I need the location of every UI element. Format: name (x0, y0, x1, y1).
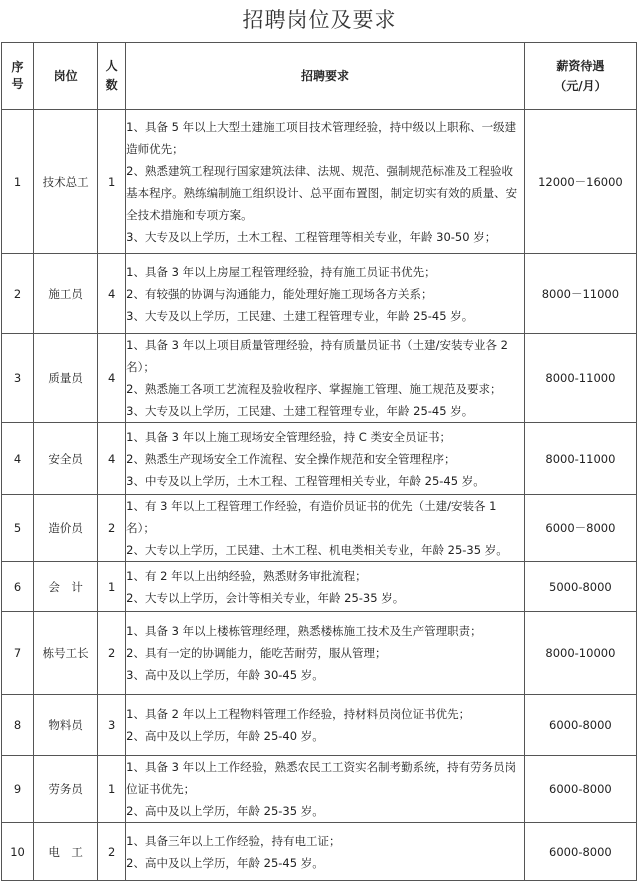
requirement-line: 1、具备 3 年以上楼栋管理经理，熟悉楼栋施工技术及生产管理职责； (126, 624, 482, 638)
row-salary: 6000-8000 (524, 823, 636, 881)
requirement-line: 2、熟悉施工各项工艺流程及验收程序、掌握施工管理、施工规范及要求； (126, 382, 502, 396)
row-salary: 5000-8000 (524, 562, 636, 612)
row-count: 4 (98, 254, 126, 334)
page-title: 招聘岗位及要求 (242, 8, 397, 32)
table-row (2, 562, 637, 612)
header-count-text: 人数 (105, 59, 118, 92)
row-count: 1 (98, 756, 126, 823)
row-requirements (126, 110, 525, 254)
requirement-line: 3、大专及以上学历，工民建、土建工程管理专业，年龄 25-45 岁。 (126, 308, 474, 323)
requirement-line: 3、大专及以上学历，土木工程、工程管理等相关专业，年龄 30-50 岁； (126, 229, 497, 244)
table-row (2, 695, 637, 756)
requirement-line: 2、熟悉生产现场安全工作流程、安全操作规范和安全管理程序； (126, 451, 456, 466)
header-requirements: 招聘要求 (126, 43, 525, 110)
row-salary: 8000-10000 (524, 612, 636, 695)
row-salary: 8000-11000 (524, 423, 636, 495)
table-row (2, 110, 637, 254)
requirement-line: 1、有 2 年以上出纳经验，熟悉财务审批流程； (126, 568, 367, 583)
requirement-line: 3、大专及以上学历，工民建、土建工程管理专业，年龄 25-45 岁。 (126, 404, 474, 418)
row-number: 6 (2, 562, 34, 612)
requirement-line: 1、具备 3 年以上项目质量管理经验，持有质量员证书（土建/安装专业各 2 名）； (126, 338, 508, 374)
table-row (2, 612, 637, 695)
row-salary: 6000-8000 (524, 756, 636, 823)
row-number: 9 (2, 756, 34, 823)
row-position: 劳务员 (34, 756, 98, 823)
header-position: 岗位 (34, 43, 98, 110)
row-salary: 12000－16000 (524, 110, 636, 254)
row-requirements (126, 495, 525, 562)
row-requirements (126, 756, 525, 823)
row-count: 3 (98, 695, 126, 756)
row-position: 栋号工长 (34, 612, 98, 695)
table-row (2, 334, 637, 423)
requirement-line: 2、高中及以上学历，年龄 25-40 岁。 (126, 729, 324, 743)
row-number: 4 (2, 423, 34, 495)
row-salary: 8000－11000 (524, 254, 636, 334)
row-number: 3 (2, 334, 34, 423)
row-position: 造价员 (34, 495, 98, 562)
header-no-text: 序号 (11, 60, 24, 91)
table-row (2, 254, 637, 334)
header-salary-line2: （元/月） (554, 79, 607, 93)
requirement-line: 1、具备 3 年以上房屋工程管理经验，持有施工员证书优先； (126, 264, 436, 279)
row-number: 10 (2, 823, 34, 881)
header-count (98, 43, 126, 110)
requirement-line: 2、熟悉建筑工程现行国家建筑法律、法规、规范、强制规范标准及工程验收基本程序。熟练编制施工组织设计、总平面布置图，制定切实有效的质量、安全技术措施和专项方案。 (126, 163, 518, 222)
requirement-line: 1、有 3 年以上工程管理工作经验，有造价员证书的优先（土建/安装各 1 名）； (126, 499, 497, 535)
header-salary (524, 43, 636, 110)
requirement-line: 2、大专以上学历，会计等相关专业，年龄 25-35 岁。 (126, 590, 405, 605)
row-requirements (126, 612, 525, 695)
row-number: 2 (2, 254, 34, 334)
row-requirements (126, 334, 525, 423)
row-count: 4 (98, 334, 126, 423)
header-salary-line1: 薪资待遇 (556, 59, 605, 73)
requirement-line: 3、中专及以上学历，土木工程、工程管理相关专业，年龄 25-45 岁。 (126, 473, 485, 488)
table-row (2, 423, 637, 495)
row-number: 7 (2, 612, 34, 695)
row-requirements (126, 254, 525, 334)
row-count: 2 (98, 612, 126, 695)
requirement-line: 1、具备 5 年以上大型土建施工项目技术管理经验，持中级以上职称、一级建造师优先； (126, 119, 517, 156)
requirement-line: 2、高中及以上学历，年龄 25-45 岁。 (126, 855, 324, 870)
row-number: 5 (2, 495, 34, 562)
row-count: 1 (98, 110, 126, 254)
row-requirements (126, 695, 525, 756)
requirement-line: 1、具备 2 年以上工程物料管理工作经验，持材料员岗位证书优先； (126, 707, 471, 721)
row-requirements (126, 823, 525, 881)
row-salary: 6000－8000 (524, 495, 636, 562)
recruitment-table (1, 42, 637, 881)
row-count: 1 (98, 562, 126, 612)
row-position: 施工员 (34, 254, 98, 334)
row-number: 1 (2, 110, 34, 254)
requirement-line: 1、具备 3 年以上工作经验，熟悉农民工工资实名制考勤系统，持有劳务员岗位证书优先； (126, 760, 517, 796)
row-position: 质量员 (34, 334, 98, 423)
row-count: 4 (98, 423, 126, 495)
row-position: 物料员 (34, 695, 98, 756)
header-no (2, 43, 34, 110)
row-requirements (126, 423, 525, 495)
row-salary: 6000-8000 (524, 695, 636, 756)
row-requirements (126, 562, 525, 612)
row-count: 2 (98, 823, 126, 881)
row-number: 8 (2, 695, 34, 756)
requirement-line: 2、有较强的协调与沟通能力，能处理好施工现场各方关系； (126, 286, 433, 301)
requirement-line: 3、高中及以上学历，年龄 30-45 岁。 (126, 668, 324, 682)
row-position: 技术总工 (34, 110, 98, 254)
row-position: 安全员 (34, 423, 98, 495)
row-count: 2 (98, 495, 126, 562)
row-position: 会 计 (34, 562, 98, 612)
requirement-line: 2、高中及以上学历，年龄 25-35 岁。 (126, 804, 324, 818)
requirement-line: 1、具备 3 年以上施工现场安全管理经验，持 C 类安全员证书； (126, 429, 451, 444)
table-row (2, 495, 637, 562)
table-row (2, 756, 637, 823)
row-position: 电 工 (34, 823, 98, 881)
table-header-row (2, 43, 637, 110)
table-row (2, 823, 637, 881)
requirement-line: 1、具备三年以上工作经验，持有电工证； (126, 833, 341, 848)
row-salary: 8000-11000 (524, 334, 636, 423)
requirement-line: 2、大专以上学历，工民建、土木工程、机电类相关专业，年龄 25-35 岁。 (126, 543, 508, 557)
requirement-line: 2、具有一定的协调能力，能吃苦耐劳，服从管理； (126, 646, 387, 660)
